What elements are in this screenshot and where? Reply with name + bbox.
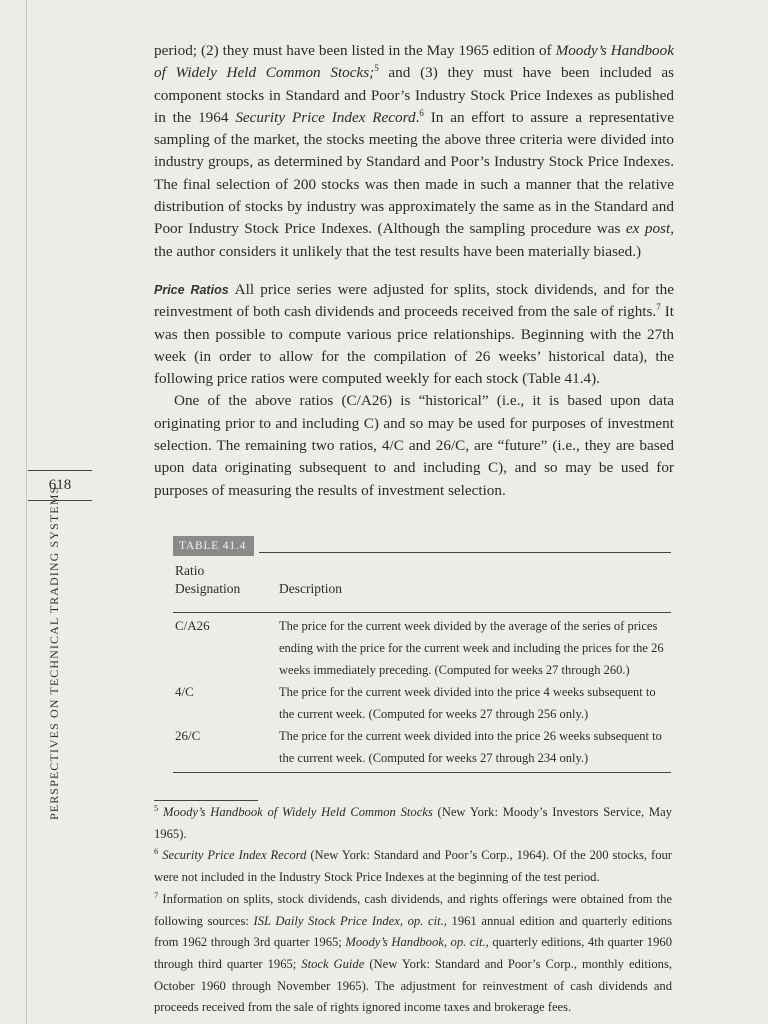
page-edge-line xyxy=(26,0,27,1024)
book-title: Security Price Index Record xyxy=(235,108,416,126)
book-title: Moody’s Handbook of Widely Held Common Stocks; xyxy=(154,42,674,82)
body-text xyxy=(154,40,674,502)
text-run: quarterly editions, 4th quarter 1960 through third quarter 1965; xyxy=(154,935,672,971)
paragraph-price-ratios xyxy=(154,279,674,390)
table-bottom-rule xyxy=(173,772,671,773)
ratio-description: The price for the current week divided by the average of the series of prices ending with the price for the current week and including the prices for the 26 weeks immediately preceding. (Computed for weeks 27 through 260.) xyxy=(279,619,664,677)
table-header-rule xyxy=(173,612,671,613)
ratio-designation: C/A26 xyxy=(175,618,210,633)
book-title: Security Price Index Record xyxy=(162,848,307,863)
ratio-description: The price for the current week divided into the price 26 weeks subsequent to the current week. (Computed for weeks 27 through 234 only.) xyxy=(279,729,662,765)
text-run: period; (2) they must have been listed in the May 1965 edition of xyxy=(154,42,556,59)
footnote-6 xyxy=(154,845,672,888)
footnote-ref-6: 6 xyxy=(419,107,424,118)
table-41-4 xyxy=(173,536,671,773)
book-title: Stock Guide xyxy=(301,956,365,971)
footnote-ref-5: 5 xyxy=(374,63,379,74)
footnote-7 xyxy=(154,889,672,1019)
text-run: (New York: Standard and Poor’s Corp., 1964). Of the 200 stocks, four were not included in the Industry Stock Price Indexes at the beginning of the test period. xyxy=(154,848,672,885)
running-head: PERSPECTIVES ON TECHNICAL TRADING SYSTEMS xyxy=(47,485,61,820)
footnote-5 xyxy=(154,802,672,845)
footnote-number: 6 xyxy=(154,846,159,857)
text-run: Information on splits, stock dividends, cash dividends, and rights offerings were obtained from the following sources: xyxy=(154,891,672,928)
text-run: It was then possible to compute various price relationships. Beginning with the 27th week (in order to allow for the compilation of 26 weeks’ historical data), the following price ratios were computed weekly for each stock (Table 41.4). xyxy=(154,303,674,388)
footnote-number: 7 xyxy=(154,889,159,900)
paragraph-historical-ratio: One of the above ratios (C/A26) is “historical” (i.e., it is based upon data originating prior to and including C) and so may be used for purposes of investment selection. The remaining two ratios, 4/C and 26/C, are “future” (i.e., they are based upon data originating subsequent to and including C), and so may be used for purposes of measuring the results of investment selection. xyxy=(154,392,674,499)
table-row xyxy=(173,681,671,725)
table-top-rule xyxy=(259,552,671,553)
book-title: ISL Daily Stock Price Index, op. cit., xyxy=(253,913,447,928)
table-header xyxy=(173,562,671,602)
text-run: All price series were adjusted for splits, stock dividends, and for the reinvestment of both cash dividends and proceeds received from the sale of rights. xyxy=(154,280,674,321)
table-label: TABLE 41.4 xyxy=(173,536,254,556)
table-row xyxy=(173,725,671,769)
footnote-rule xyxy=(154,800,258,801)
ratio-description: The price for the current week divided into the price 4 weeks subsequent to the current week. (Computed for weeks 27 through 256 only.) xyxy=(279,685,656,721)
book-title: Moody’s Handbook of Widely Held Common Stocks xyxy=(163,805,433,819)
page-number: 618 xyxy=(48,477,72,493)
text-run: and (3) they must have been included as component stocks in Standard and Poor’s Industry Stock Price Indexes as published in the 1964 xyxy=(154,64,675,126)
footnotes xyxy=(154,802,672,1019)
page-number-rule-top xyxy=(28,470,92,471)
text-run: . xyxy=(415,108,420,126)
text-run: In an effort to assure a representative sampling of the market, the stocks meeting the above three criteria were divided into industry groups, as determined by Standard and Poor’s Industry Stock Price Indexes. The final selection of 200 stocks was then made in such a manner that the relative distribution of stocks by industry was approximately the same as in the Standard and Poor Industry Stock Price Indexes. (Although the sampling procedure was xyxy=(154,108,674,238)
paragraph-sample-selection xyxy=(154,40,674,263)
column-header-description: Description xyxy=(279,581,342,596)
italic-term: ex post xyxy=(625,220,671,238)
text-run: 1961 annual edition and quarterly editions from 1962 through 3rd quarter 1965; xyxy=(154,913,672,950)
text-run: , the author considers it unlikely that the test results have been materially biased.) xyxy=(154,220,674,260)
book-title: Moody’s Handbook, op. cit., xyxy=(345,935,489,950)
footnote-ref-7: 7 xyxy=(656,302,661,313)
section-heading: Price Ratios xyxy=(154,282,229,297)
table-row xyxy=(173,615,671,681)
column-header-designation: Ratio Designation xyxy=(175,563,241,596)
text-run: (New York: Standard and Poor’s Corp., monthly editions, October 1960 through November 1965). The adjustment for reinvestment of cash dividends and proceeds received from the sale of rights ignored income taxes and brokerage fees. xyxy=(154,956,672,1015)
text-run: (New York: Moody’s Investors Service, May 1965). xyxy=(154,805,672,841)
ratio-designation: 4/C xyxy=(175,684,194,699)
ratio-designation: 26/C xyxy=(175,728,201,743)
footnote-number: 5 xyxy=(154,802,159,813)
